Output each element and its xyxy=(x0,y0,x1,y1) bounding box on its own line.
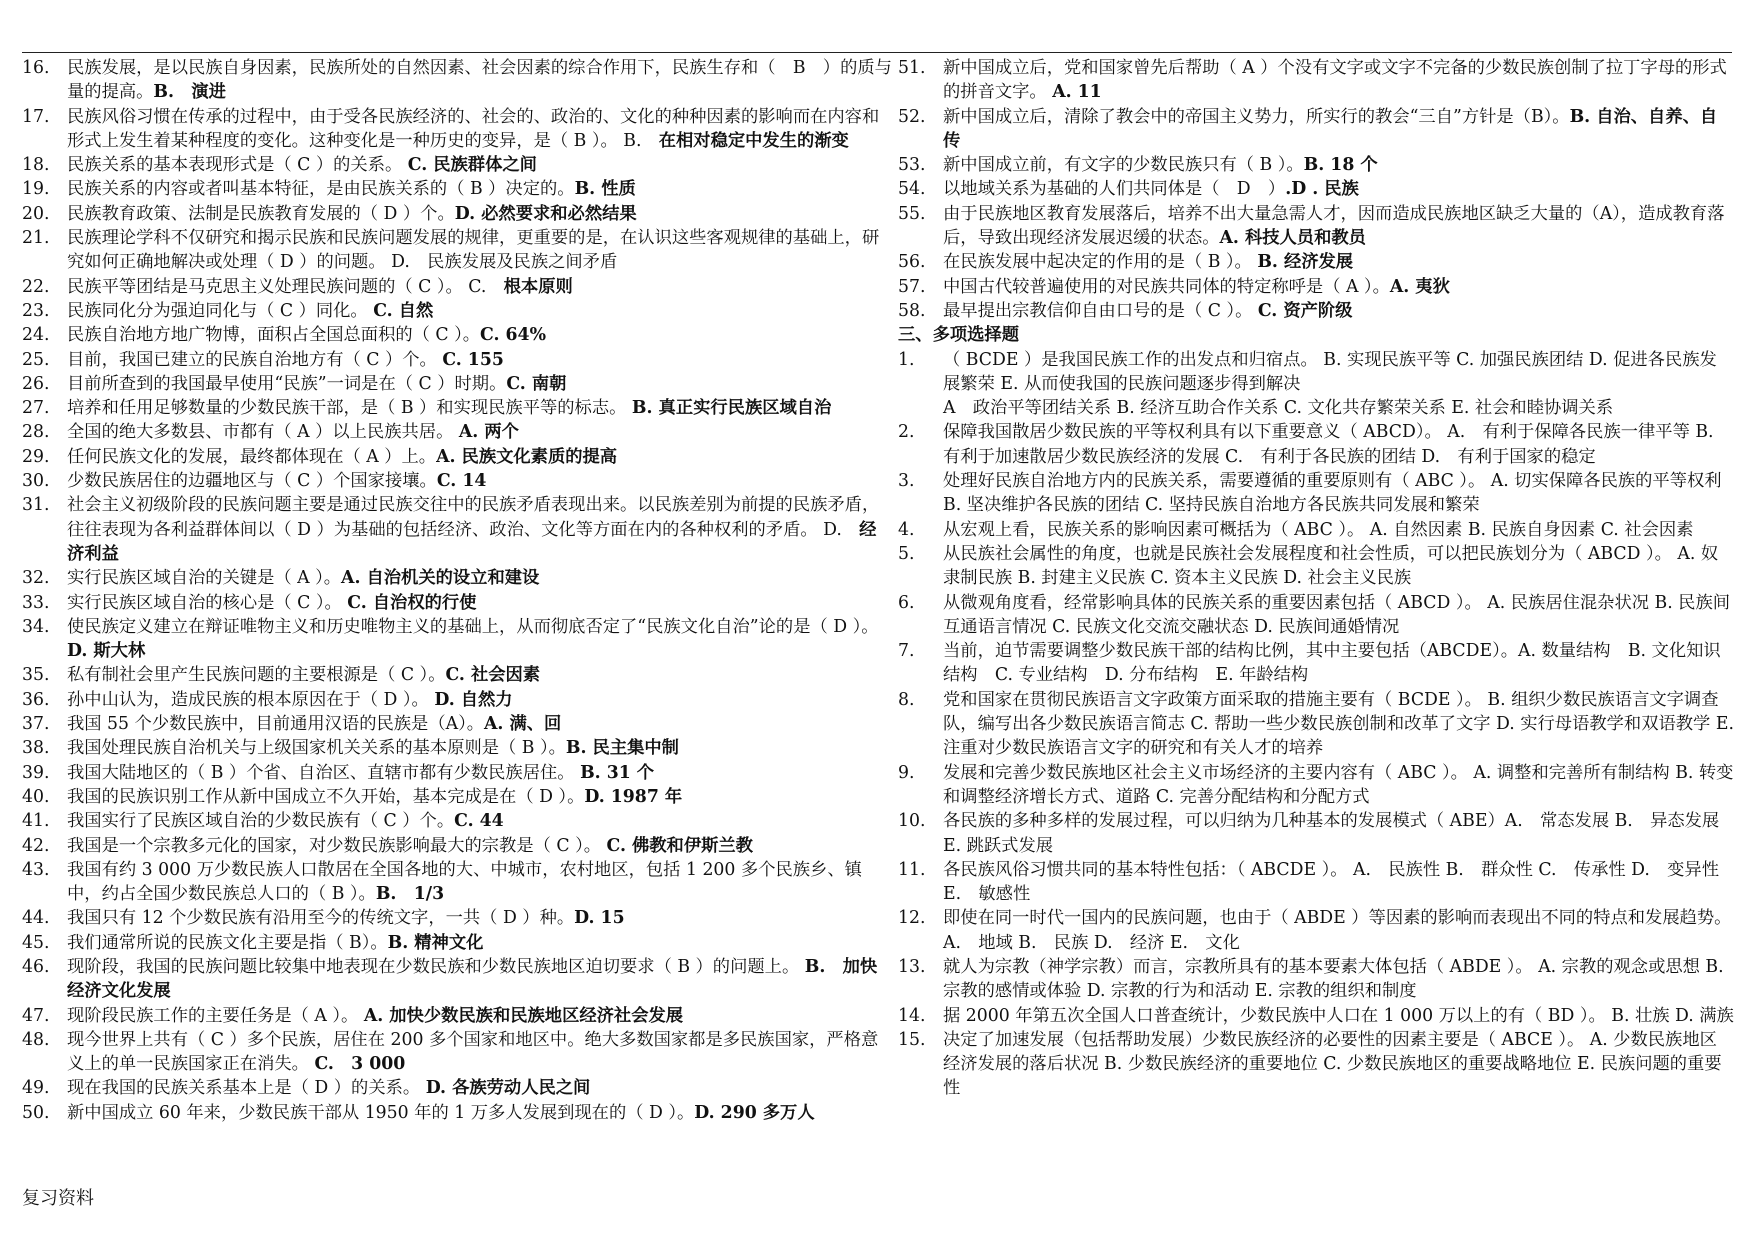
question-number: 30. xyxy=(22,471,50,492)
question-body xyxy=(67,323,892,347)
question-body xyxy=(67,761,892,785)
question-text: 新中国成立前，有文字的少数民族只有（ B ）。 xyxy=(943,155,1304,176)
question-number: 29. xyxy=(22,446,50,467)
question-number: 15. xyxy=(898,1029,926,1050)
question-body xyxy=(67,226,892,275)
question-text: 社会主义初级阶段的民族问题主要是通过民族交往中的民族矛盾表现出来。以民族差别为前提的民族矛盾，往往表现为各利益群体间以（ D ）为基础的包括经济、政治、文化等方面在内的各种权利的矛盾。 D. xyxy=(67,495,880,540)
answer-text: A. 夷狄 xyxy=(1389,276,1450,297)
answer-text: D. 1987 年 xyxy=(584,786,683,807)
question-item xyxy=(22,785,892,809)
question-item xyxy=(898,299,1734,323)
question-item xyxy=(22,858,892,907)
question-number: 49. xyxy=(22,1078,50,1099)
answer-text: C. 155 xyxy=(442,349,504,370)
question-text: 中国古代较普遍使用的对民族共同体的特定称呼是（ A ）。 xyxy=(943,276,1390,297)
question-text: 少数民族居住的边疆地区与（ C ）个国家接壤。 xyxy=(67,471,437,492)
question-body xyxy=(67,348,892,372)
question-body xyxy=(67,1028,892,1077)
question-text: 新中国成立后，清除了教会中的帝国主义势力，所实行的教会“三自”方针是（B）。 xyxy=(943,106,1570,127)
top-rule xyxy=(22,52,1732,53)
question-item xyxy=(22,712,892,736)
question-body xyxy=(943,348,1734,397)
question-number: 21. xyxy=(22,228,50,249)
question-item xyxy=(22,177,892,201)
question-text: 民族关系的内容或者叫基本特征，是由民族关系的（ B ）决定的。 xyxy=(67,179,575,200)
question-number: 44. xyxy=(22,908,50,929)
question-body xyxy=(67,712,892,736)
answer-text: B. 演进 xyxy=(153,82,226,103)
question-number: 16. xyxy=(22,58,50,78)
question-body xyxy=(943,761,1734,810)
question-number: 35. xyxy=(22,665,50,686)
question-number: 19. xyxy=(22,179,50,200)
question-body xyxy=(67,688,892,712)
question-body xyxy=(943,688,1734,761)
question-item xyxy=(898,420,1734,469)
question-text: 从微观角度看，经常影响具体的民族关系的重要因素包括（ ABCD ）。 A. 民族居住混杂状况 B. 民族间互通语言情况 C. 民族文化交流交融状态 D. 民族间通婚情况 xyxy=(943,592,1731,637)
question-body xyxy=(943,542,1734,591)
question-number: 10. xyxy=(898,811,926,832)
question-text: 目前，我国已建立的民族自治地方有（ C ）个。 xyxy=(67,349,443,370)
question-number: 6. xyxy=(898,592,915,613)
question-item xyxy=(22,615,892,664)
question-item xyxy=(898,809,1734,858)
question-text: 由于民族地区教育发展落后，培养不出大量急需人才，因而造成民族地区缺乏大量的（A），造成教育落后，导致出现经济发展迟缓的状态。 xyxy=(943,203,1725,249)
answer-text: D. 必然要求和必然结果 xyxy=(454,203,637,224)
question-body xyxy=(67,566,892,590)
question-body xyxy=(67,931,892,955)
question-number: 5. xyxy=(898,543,915,564)
question-item xyxy=(22,56,892,105)
answer-text: B. 18 个 xyxy=(1303,155,1378,176)
question-body xyxy=(943,420,1734,469)
question-text: 全国的绝大多数县、市都有（ A ）以上民族共居。 xyxy=(67,422,459,443)
question-text: 我国的民族识别工作从新中国成立不久开始，基本完成是在（ D ）。 xyxy=(67,786,585,807)
question-text: 我国是一个宗教多元化的国家，对少数民族影响最大的宗教是（ C ）。 xyxy=(67,835,607,856)
question-number: 32. xyxy=(22,568,50,589)
question-text: 任何民族文化的发展，最终都体现在（ A ）上。 xyxy=(67,446,437,467)
question-text: 现阶段民族工作的主要任务是（ A ）。 xyxy=(67,1005,364,1026)
answer-text: B. 加快经济文化发展 xyxy=(67,956,878,1002)
answer-text: D. 290 多万人 xyxy=(694,1102,815,1123)
question-item xyxy=(22,736,892,760)
answer-text: B. 经济发展 xyxy=(1257,252,1354,273)
question-body xyxy=(943,906,1734,955)
question-item xyxy=(898,56,1734,105)
question-number: 38. xyxy=(22,738,50,759)
question-body xyxy=(943,518,1734,542)
question-number: 37. xyxy=(22,714,50,735)
question-item xyxy=(898,858,1734,907)
question-number: 42. xyxy=(22,835,50,856)
answer-text: C. 自然 xyxy=(373,300,434,321)
question-text: 最早提出宗教信仰自由口号的是（ C ）。 xyxy=(943,300,1258,321)
question-body xyxy=(67,56,892,105)
question-number: 57. xyxy=(898,276,926,297)
question-number: 39. xyxy=(22,762,50,783)
question-item xyxy=(898,688,1734,761)
question-body xyxy=(67,809,892,833)
question-number: 52. xyxy=(898,106,926,127)
question-body xyxy=(67,275,892,299)
left-column xyxy=(22,56,892,1125)
question-item xyxy=(898,275,1734,299)
question-number: 11. xyxy=(898,859,926,880)
answer-text: A. 自治机关的设立和建设 xyxy=(341,568,540,589)
question-text: （ BCDE ）是我国民族工作的出发点和归宿点。 B. 实现民族平等 C. 加强民族团结 D. 促进各民族发展繁荣 E. 从而使我国的民族问题逐步得到解决 xyxy=(943,349,1717,394)
question-number: 24. xyxy=(22,325,50,346)
question-text: 实行民族区域自治的关键是（ A ）。 xyxy=(67,568,342,589)
question-body xyxy=(943,591,1734,640)
question-body xyxy=(943,105,1734,154)
answer-text: C. 64% xyxy=(480,325,546,346)
question-body xyxy=(67,202,892,226)
question-body xyxy=(943,1004,1734,1028)
question-item xyxy=(898,1028,1734,1101)
footer-label: 复习资料 xyxy=(22,1188,94,1209)
question-item xyxy=(898,250,1734,274)
question-number: 40. xyxy=(22,786,50,807)
question-body xyxy=(943,639,1734,688)
question-item xyxy=(22,809,892,833)
question-item xyxy=(22,906,892,930)
question-text: 各民族风俗习惯共同的基本特性包括：（ ABCDE ）。 A. 民族性 B. 群众性 C. 传承性 D. 变异性 E. 敏感性 xyxy=(943,859,1719,905)
question-text: 在民族发展中起决定的作用的是（ B ）。 xyxy=(943,252,1258,273)
question-number: 28. xyxy=(22,422,50,443)
question-number: 31. xyxy=(22,495,50,516)
question-item xyxy=(22,372,892,396)
question-item xyxy=(22,202,892,226)
question-text: 各民族的多种多样的发展过程，可以归纳为几种基本的发展模式（ ABE）A. 常态发展 B. 异态发展 E. 跳跃式发展 xyxy=(943,811,1720,856)
question-item xyxy=(898,639,1734,688)
question-text: 民族关系的基本表现形式是（ C ）的关系。 xyxy=(67,155,408,176)
question-body xyxy=(943,955,1734,1004)
question-text: 发展和完善少数民族地区社会主义市场经济的主要内容有（ ABC ）。 A. 调整和完善所有制结构 B. 转变和调整经济增长方式、道路 C. 完善分配结构和分配方式 xyxy=(943,762,1734,807)
question-number: 54. xyxy=(898,179,926,200)
question-text: 民族风俗习惯在传承的过程中，由于受各民族经济的、社会的、政治的、文化的种种因素的影响而在内容和形式上发生着某种程度的变化。这种变化是一种历史的变异，是（ B ）。 B. xyxy=(67,106,880,151)
right-column xyxy=(898,56,1734,1101)
question-body xyxy=(67,591,892,615)
question-item xyxy=(898,202,1734,251)
question-number: 17. xyxy=(22,106,50,127)
question-item xyxy=(898,906,1734,955)
question-body xyxy=(67,299,892,323)
answer-text: C. 佛教和伊斯兰教 xyxy=(606,835,753,856)
question-text: 我国大陆地区的（ B ）个省、自治区、直辖市都有少数民族居住。 xyxy=(67,762,581,783)
question-text: 现今世界上共有（ C ）多个民族，居住在 200 多个国家和地区中。绝大多数国家都是多民族国家，严格意义上的单一民族国家正在消失。 xyxy=(67,1029,879,1075)
question-item xyxy=(22,323,892,347)
question-text: 当前，迫节需要调整少数民族干部的结构比例，其中主要包括（ABCDE）。A. 数量结构 B. 文化知识结构 C. 专业结构 D. 分布结构 E. 年龄结构 xyxy=(943,641,1721,686)
question-number: 25. xyxy=(22,349,50,370)
answer-text: 在相对稳定中发生的渐变 xyxy=(658,130,849,151)
question-body xyxy=(67,785,892,809)
question-body xyxy=(67,834,892,858)
question-item xyxy=(22,420,892,444)
answer-text: B. 1/3 xyxy=(375,884,445,905)
answer-text: D. 15 xyxy=(574,908,625,929)
question-body xyxy=(67,736,892,760)
question-body xyxy=(943,250,1734,274)
question-text: 民族平等团结是马克思主义处理民族问题的（ C ）。 C. xyxy=(67,276,504,297)
question-text: 以地域关系为基础的人们共同体是（ D ） xyxy=(943,179,1286,200)
question-item xyxy=(22,1004,892,1028)
question-item xyxy=(22,688,892,712)
question-number: 36. xyxy=(22,689,50,710)
question-number: 55. xyxy=(898,203,926,224)
question-number: 3. xyxy=(898,471,915,492)
answer-text: C. 社会因素 xyxy=(445,665,541,686)
question-text: 据 2000 年第五次全国人口普查统计，少数民族中人口在 1 000 万以上的有（ BD ）。 B. 壮族 D. 满族 xyxy=(943,1005,1734,1026)
answer-text: D. 自然力 xyxy=(434,689,513,710)
question-number: 34. xyxy=(22,616,50,637)
answer-text: 经济利益 xyxy=(67,519,877,564)
question-body xyxy=(67,858,892,907)
answer-text: B. 民主集中制 xyxy=(565,738,679,759)
question-item xyxy=(22,955,892,1004)
question-text: 我国实行了民族区域自治的少数民族有（ C ）个。 xyxy=(67,811,455,832)
question-number: 12. xyxy=(898,908,926,929)
answer-text: .D . 民族 xyxy=(1285,179,1359,200)
question-item xyxy=(898,518,1734,542)
question-body xyxy=(67,420,892,444)
question-body xyxy=(67,1076,892,1100)
question-body xyxy=(67,396,892,420)
question-item xyxy=(898,469,1734,518)
answer-text: C. 民族群体之间 xyxy=(407,155,537,176)
question-item xyxy=(22,226,892,275)
question-body xyxy=(943,202,1734,251)
question-number: 43. xyxy=(22,859,50,880)
question-text: 我国 55 个少数民族中，目前通用汉语的民族是（A）。 xyxy=(67,714,484,735)
question-item xyxy=(898,761,1734,810)
question-body xyxy=(943,469,1734,518)
question-text: 党和国家在贯彻民族语言文字政策方面采取的措施主要有（ BCDE ）。 B. 组织少数民族语言文字调查队，编写出各少数民族语言简志 C. 帮助一些少数民族创制和改革了文字 D. 实行母语教学和双语教学 E. 注重对少数民族语言文字的研究和有关人才的培养 xyxy=(943,689,1734,759)
question-number: 26. xyxy=(22,373,50,394)
answer-text: B. 自治、自养、自传 xyxy=(943,106,1718,151)
answer-text: B. 31 个 xyxy=(580,762,655,783)
question-item xyxy=(22,396,892,420)
question-number: 56. xyxy=(898,252,926,273)
question-number: 41. xyxy=(22,811,50,832)
question-text: 民族自治地方地广物博，面积占全国总面积的（ C ）。 xyxy=(67,325,481,346)
answer-text: B. 真正实行民族区域自治 xyxy=(631,398,832,419)
question-item xyxy=(22,493,892,566)
answer-text: C. 44 xyxy=(454,811,504,832)
question-body xyxy=(67,177,892,201)
question-text: 处理好民族自治地方内的民族关系，需要遵循的重要原则有（ ABC ）。 A. 切实保障各民族的平等权利 B. 坚决维护各民族的团结 C. 坚持民族自治地方各民族共同发展和繁荣 xyxy=(943,471,1722,516)
question-item xyxy=(22,1076,892,1100)
question-item xyxy=(22,445,892,469)
question-body xyxy=(67,1101,892,1125)
answer-text: A. 11 xyxy=(1052,82,1102,103)
question-item xyxy=(22,1028,892,1077)
question-text: 孙中山认为，造成民族的根本原因在于（ D ）。 xyxy=(67,689,435,710)
question-body xyxy=(943,177,1734,201)
question-item xyxy=(22,566,892,590)
question-item xyxy=(898,955,1734,1004)
question-item xyxy=(22,834,892,858)
question-text: 现阶段，我国的民族问题比较集中地表现在少数民族和少数民族地区迫切要求（ B ）的问题上。 xyxy=(67,956,805,977)
question-body xyxy=(67,493,892,566)
question-text: 即使在同一时代一国内的民族问题，也由于（ ABDE ）等因素的影响而表现出不同的特点和发展趋势。 A. 地域 B. 民族 D. 经济 E. 文化 xyxy=(943,908,1732,953)
question-body xyxy=(943,1028,1734,1101)
question-text: 从民族社会属性的角度，也就是民族社会发展程度和社会性质，可以把民族划分为（ ABCD ）。 A. 奴隶制民族 B. 封建主义民族 C. 资本主义民族 D. 社会主义民族 xyxy=(943,543,1719,589)
question-body xyxy=(67,663,892,687)
question-number: 23. xyxy=(22,300,50,321)
question-text: 我国只有 12 个少数民族有沿用至今的传统文字，一共（ D ）种。 xyxy=(67,908,575,929)
question-item xyxy=(22,275,892,299)
question-number: 27. xyxy=(22,398,50,419)
question-item xyxy=(22,348,892,372)
question-text: 民族发展，是以民族自身因素，民族所处的自然因素、社会因素的综合作用下，民族生存和（ B ）的质与量的提高。 xyxy=(67,58,892,103)
answer-text: A. 民族文化素质的提高 xyxy=(436,446,618,467)
question-number: 13. xyxy=(898,956,926,977)
question-body xyxy=(67,615,892,664)
question-number: 45. xyxy=(22,932,50,953)
question-number: 48. xyxy=(22,1029,50,1050)
question-item xyxy=(898,591,1734,640)
question-body xyxy=(67,469,892,493)
question-item xyxy=(898,177,1734,201)
question-item xyxy=(22,1101,892,1125)
answer-text: D. 各族劳动人民之间 xyxy=(425,1078,591,1099)
question-text: A 政治平等团结关系 B. 经济互助合作关系 C. 文化共存繁荣关系 E. 社会和睦协调关系 xyxy=(943,398,1614,419)
question-body xyxy=(943,56,1734,105)
question-text: 民族同化分为强迫同化与（ C ）同化。 xyxy=(67,300,374,321)
answer-text: D. 斯大林 xyxy=(67,641,146,662)
question-text: 民族教育政策、法制是民族教育发展的（ D ）个。 xyxy=(67,203,455,224)
question-body xyxy=(67,906,892,930)
question-item xyxy=(898,105,1734,154)
answer-text: A. 满、回 xyxy=(484,714,562,735)
question-text: 新中国成立后，党和国家曾先后帮助（ A ）个没有文字或文字不完备的少数民族创制了拉丁字母的形式的拼音文字。 xyxy=(943,58,1727,103)
question-item xyxy=(22,663,892,687)
question-body xyxy=(943,858,1734,907)
question-text: 保障我国散居少数民族的平等权利具有以下重要意义（ ABCD）。 A. 有利于保障各民族一律平等 B. 有利于加速散居少数民族经济的发展 C. 有利于各民族的团结 D. 有利于国家的稳定 xyxy=(943,422,1731,467)
question-number: 46. xyxy=(22,956,50,977)
question-number: 50. xyxy=(22,1102,50,1123)
question-text: 我国处理民族自治机关与上级国家机关关系的基本原则是（ B ）。 xyxy=(67,738,566,759)
question-body xyxy=(67,955,892,1004)
question-text: 从宏观上看，民族关系的影响因素可概括为（ ABC ）。 A. 自然因素 B. 民族自身因素 C. 社会因素 xyxy=(943,519,1694,540)
question-item xyxy=(22,105,892,154)
answer-text: B. 性质 xyxy=(574,179,636,200)
question-item xyxy=(898,1004,1734,1028)
question-number: 8. xyxy=(898,689,915,710)
question-body xyxy=(943,809,1734,858)
question-text: 民族理论学科不仅研究和揭示民族和民族问题发展的规律，更重要的是，在认识这些客观规律的基础上，研究如何正确地解决或处理（ D ）的问题。 D. 民族发展及民族之间矛盾 xyxy=(67,228,880,273)
answer-text: A. 两个 xyxy=(458,422,519,443)
question-item xyxy=(898,396,1734,420)
question-item xyxy=(898,348,1734,397)
question-body xyxy=(67,153,892,177)
question-number: 47. xyxy=(22,1005,50,1026)
answer-text: C. 资产阶级 xyxy=(1257,300,1353,321)
question-text: 我国有约 3 000 万少数民族人口散居在全国各地的大、中城市，农村地区，包括 1 200 多个民族乡、镇中，约占全国少数民族总人口的（ B ）。 xyxy=(67,859,862,905)
answer-text: A. 加快少数民族和民族地区经济社会发展 xyxy=(363,1005,684,1026)
answer-text: C. 自治权的行使 xyxy=(347,592,477,613)
question-number: 7. xyxy=(898,641,915,662)
section-heading: 三、多项选择题 xyxy=(898,325,1019,346)
question-body xyxy=(943,299,1734,323)
question-number: 18. xyxy=(22,155,50,176)
answer-text: C. 3 000 xyxy=(314,1054,406,1075)
question-item xyxy=(898,153,1734,177)
question-item xyxy=(22,469,892,493)
question-number: 2. xyxy=(898,422,915,443)
question-number: 33. xyxy=(22,592,50,613)
answer-text: C. 南朝 xyxy=(506,373,567,394)
question-item xyxy=(22,761,892,785)
question-item xyxy=(898,542,1734,591)
question-number: 51. xyxy=(898,58,926,78)
question-text: 使民族定义建立在辩证唯物主义和历史唯物主义的基础上，从而彻底否定了“民族文化自治”论的是（ D ）。 xyxy=(67,616,879,637)
question-text: 目前所查到的我国最早使用“民族”一词是在（ C ）时期。 xyxy=(67,373,507,394)
question-number: 58. xyxy=(898,300,926,321)
question-number: 14. xyxy=(898,1005,926,1026)
question-number: 9. xyxy=(898,762,915,783)
question-item xyxy=(22,153,892,177)
question-item xyxy=(22,591,892,615)
question-item xyxy=(22,931,892,955)
question-number: 1. xyxy=(898,349,915,370)
question-number: 53. xyxy=(898,155,926,176)
question-item xyxy=(22,299,892,323)
answer-text: 根本原则 xyxy=(503,276,573,297)
question-number: 20. xyxy=(22,203,50,224)
answer-text: B. 精神文化 xyxy=(387,932,484,953)
question-text: 现在我国的民族关系基本上是（ D ）的关系。 xyxy=(67,1078,426,1099)
answer-text: A. 科技人员和教员 xyxy=(1219,228,1366,249)
answer-text: C. 14 xyxy=(436,471,487,492)
question-text: 我们通常所说的民族文化主要是指（ B）。 xyxy=(67,932,388,953)
question-text: 培养和任用足够数量的少数民族干部，是（ B ）和实现民族平等的标志。 xyxy=(67,398,632,419)
question-text: 实行民族区域自治的核心是（ C ）。 xyxy=(67,592,348,613)
question-body xyxy=(943,396,1734,420)
question-body xyxy=(67,105,892,154)
question-body xyxy=(67,445,892,469)
question-number: 4. xyxy=(898,519,915,540)
question-number: 22. xyxy=(22,276,50,297)
question-text: 就人为宗教（神学宗教）而言，宗教所具有的基本要素大体包括（ ABDE ）。 A. 宗教的观念或思想 B. 宗教的感情或体验 D. 宗教的行为和活动 E. 宗教的组织和制度 xyxy=(943,956,1724,1002)
question-text: 新中国成立 60 年来，少数民族干部从 1950 年的 1 万多人发展到现在的（ D ）。 xyxy=(67,1102,695,1123)
question-body xyxy=(67,372,892,396)
question-text: 私有制社会里产生民族问题的主要根源是（ C ）。 xyxy=(67,665,446,686)
question-body xyxy=(943,153,1734,177)
question-body xyxy=(67,1004,892,1028)
question-text: 决定了加速发展（包括帮助发展）少数民族经济的必要性的因素主要是（ ABCE ）。 A. 少数民族地区经济发展的落后状况 B. 少数民族经济的重要地位 C. 少数民族地区的重要战略地位 E. 民族问题的重要性 xyxy=(943,1029,1722,1099)
question-body xyxy=(943,275,1734,299)
